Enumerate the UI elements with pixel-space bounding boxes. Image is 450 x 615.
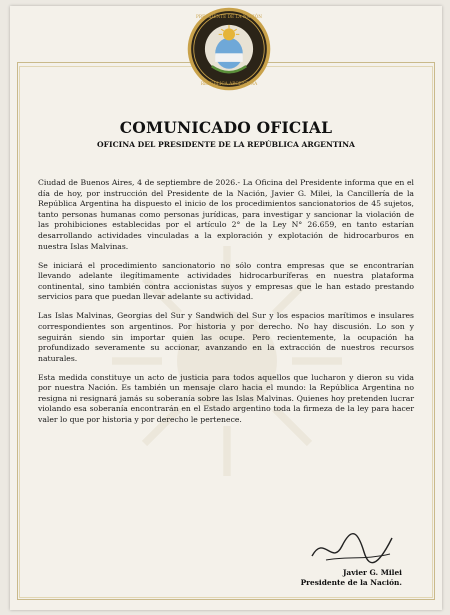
document-subtitle: OFICINA DEL PRESIDENTE DE LA REPÚBLICA ARGENTINA: [97, 140, 355, 149]
svg-text:REPÚBLICA ARGENTINA: REPÚBLICA ARGENTINA: [200, 82, 258, 88]
paragraph-2: Se iniciará el procedimiento sancionatorio no sólo contra empresas que se encontrarían llevando adelante ilegítimamente actividades hidrocarburíferas en nuestra plataforma continental, sino también contra accionistas suyos y empresas que le han estado prestando servicios para que puedan llevar adelante su actividad.: [38, 260, 414, 302]
paragraph-4: Esta medida constituye un acto de justicia para todos aquellos que lucharon y dieron su vida por nuestra Nación. Es también un mensaje claro hacia el mundo: la República Argentina no resigna ni resignará jamás su soberanía sobre las Islas Malvinas. Quienes hoy pretenden lucrar violando esa soberanía encontrarán en el Estado argentino toda la firmeza de la ley para hacer valer lo que por historia y por derecho le pertenece.: [38, 372, 414, 425]
handwritten-signature-icon: [306, 526, 398, 570]
svg-text:PRESIDENTE DE LA NACIÓN: PRESIDENTE DE LA NACIÓN: [195, 15, 263, 21]
signer-role: Presidente de la Nación.: [300, 578, 402, 587]
signer-name: Javier G. Milei: [342, 568, 402, 577]
presidential-seal-icon: [186, 6, 272, 92]
paragraph-3: Las Islas Malvinas, Georgias del Sur y Sandwich del Sur y los espacios marítimos e insulares correspondientes son argentinos. Por historia y por derecho. No hay discusión. Lo son y seguirán siendo sin importar quien las ocupe. Pero recientemente, la ocupación ha profundizado severamente su accionar, avanzando en la extracción de nuestros recursos naturales.: [38, 311, 414, 363]
document-title: COMUNICADO OFICIAL: [119, 118, 333, 137]
signature-block: [301, 568, 402, 588]
document-body: [38, 178, 414, 434]
paragraph-1: Ciudad de Buenos Aires, 4 de septiembre de 2026.- La Oficina del Presidente informa que en el día de hoy, por instrucción del Presidente de la Nación, Javier G. Milei, la Cancillería de la República Argentina ha dispuesto el inicio de los procedimientos sancionatorios de 45 sujetos, tanto personas humanas como personas jurídicas, para investigar y sancionar la violación de las prohibiciones establecidas por el artículo 2° de la Ley N° 26.659, en tanto estarían desarrollando actividades vinculadas a la exploración y explotación de hidrocarburos en nuestra Islas Malvinas.: [38, 178, 414, 251]
document-page: [10, 6, 442, 610]
